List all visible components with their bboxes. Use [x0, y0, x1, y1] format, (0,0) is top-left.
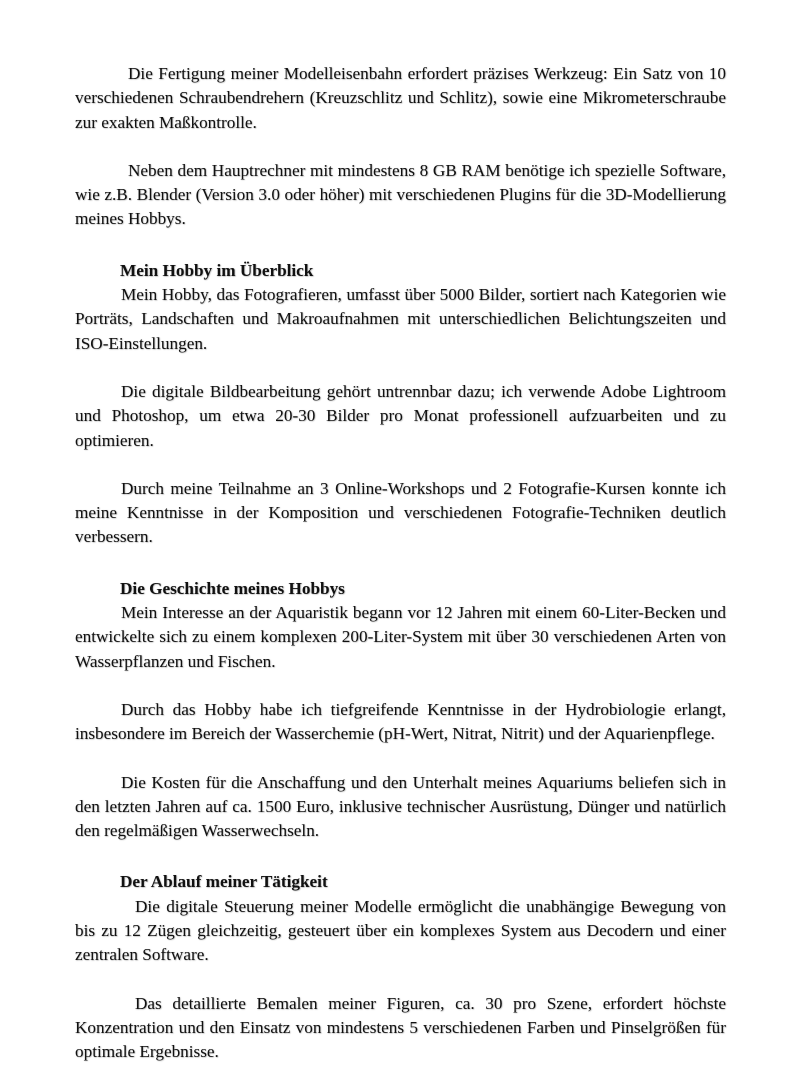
section-heading-geschichte: Die Geschichte meines Hobbys [120, 578, 345, 598]
paragraph-aquaristik: Mein Interesse an der Aquaristik begann vor 12 Jahren mit einem 60-Liter-Becken und entwickelte sich zu einem komplexen 200-Liter-System mit über 30 verschiedenen Arten von Wasserpflanzen und Fischen. [75, 603, 726, 671]
paragraph-bemalen: Das detaillierte Bemalen meiner Figuren, ca. 30 pro Szene, erfordert höchste Konzentration und den Einsatz von mindestens 5 verschiedenen Farben und Pinselgrößen für optimale Ergebnisse. [75, 993, 726, 1062]
section-heading-ablauf: Der Ablauf meiner Tätigkeit [120, 872, 328, 892]
document-page [75, 62, 726, 1065]
paragraph-software: Neben dem Hauptrechner mit mindestens 8 GB RAM benötige ich spezielle Software, wie z.B. Blender (Version 3.0 oder höher) mit verschiedenen Plugins für die 3D-Modellierung meines Hobbys. [75, 160, 726, 229]
paragraph-modelleisenbahn-werkzeug: Die Fertigung meiner Modelleisenbahn erfordert präzises Werkzeug: Ein Satz von 10 verschiedenen Schraubendrehern (Kreuzschlitz und Schlitz), sowie eine Mikrometerschraube zur exakten Maßkontrolle. [75, 64, 726, 132]
paragraph-digitale-steuerung: Die digitale Steuerung meiner Modelle ermöglicht die unabhängige Bewegung von bis zu 12 Zügen gleichzeitig, gesteuert über ein komplexes System aus Decodern und einer zentralen Software. [75, 896, 726, 965]
paragraph-fotografieren: Mein Hobby, das Fotografieren, umfasst über 5000 Bilder, sortiert nach Kategorien wie Porträts, Landschaften und Makroaufnahmen mit unterschiedlichen Belichtungszeiten und ISO-Einstellungen. [75, 285, 726, 353]
paragraph-bildbearbeitung: Die digitale Bildbearbeitung gehört untrennbar dazu; ich verwende Adobe Lightroom und Photoshop, um etwa 20-30 Bilder pro Monat professionell aufzuarbeiten und zu optimieren. [75, 381, 726, 450]
section-heading-hobby-ueberblick: Mein Hobby im Überblick [120, 260, 314, 280]
paragraph-hydrobiologie: Durch das Hobby habe ich tiefgreifende Kenntnisse in der Hydrobiologie erlangt, insbesondere im Bereich der Wasserchemie (pH-Wert, Nitrat, Nitrit) und der Aquarienpflege. [75, 699, 726, 744]
paragraph-workshops: Durch meine Teilnahme an 3 Online-Workshops und 2 Fotografie-Kursen konnte ich meine Kenntnisse in der Komposition und verschiedenen Fotografie-Techniken deutlich verbessern. [75, 478, 726, 547]
paragraph-kosten: Die Kosten für die Anschaffung und den Unterhalt meines Aquariums beliefen sich in den letzten Jahren auf ca. 1500 Euro, inklusive technischer Ausrüstung, Dünger und natürlich den regelmäßigen Wasserwechseln. [75, 772, 726, 841]
